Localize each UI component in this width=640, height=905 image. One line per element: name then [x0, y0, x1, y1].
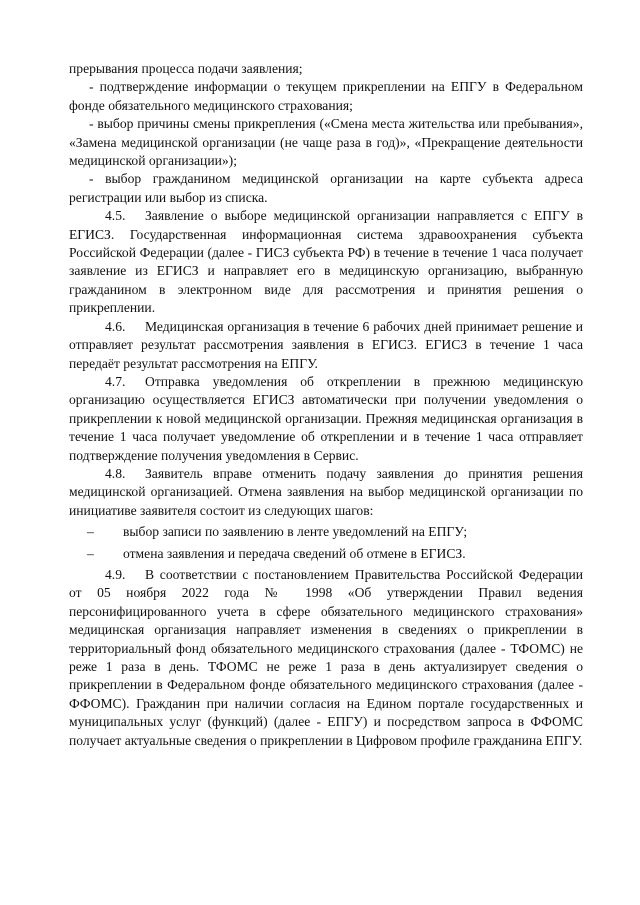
list-item-reason: - выбор причины смены прикрепления («Смена места жительства или пребывания», «Замена медицинской организации (не чаще раза в год)», «Прекращение деятельности медицинской организации»); [69, 116, 583, 169]
dash-marker: – [87, 524, 94, 540]
clause-number: 4.9. [105, 566, 126, 582]
clause-number: 4.5. [105, 208, 126, 224]
clause-text: Отправка уведомления об откреплении в прежнюю медицинскую организацию осуществляется ЕГИСЗ автоматически при получении уведомления о прикреплении к новой медицинской организации. Прежняя медицинская организация в течение 1 часа получает уведомление об откреплении и в течение 1 часа отправляет подтверждение получения уведомления в Сервис. [69, 373, 583, 463]
clause-text: Заявление о выборе медицинской организации направляется с ЕПГУ в ЕГИСЗ. Государственная информационная система здравоохранения субъекта Российской Федерации (далее - ГИСЗ субъекта РФ) в течение в течение 1 часа получает заявление из ЕГИСЗ и направляет его в медицинскую организацию, выбранную гражданином в электронном виде для рассмотрения и принятия решения о прикреплении. [69, 208, 583, 316]
dash-item-text: отмена заявления и передача сведений об отмене в ЕГИСЗ. [123, 545, 466, 561]
clause-number: 4.7. [105, 373, 126, 389]
clause-text: Медицинская организация в течение 6 рабочих дней принимает решение и отправляет результат рассмотрения заявления в ЕГИСЗ. ЕГИСЗ в течение 1 часа передаёт результат рассмотрения на ЕПГУ. [69, 318, 583, 371]
dash-list-item [69, 523, 583, 541]
dash-marker: – [87, 545, 94, 561]
paragraph-4-5 [69, 207, 583, 317]
clause-text: Заявитель вправе отменить подачу заявления до принятия решения медицинской организацией. Отмена заявления на выбор медицинской организации по инициативе заявителя состоит из следующих шагов: [69, 465, 583, 518]
list-item-map-choice: - выбор гражданином медицинской организации на карте субъекта адреса регистрации или выбор из списка. [69, 171, 583, 205]
clause-number: 4.6. [105, 318, 126, 334]
document-page [69, 60, 583, 750]
paragraph-4-9 [69, 566, 583, 750]
list-item-confirmation: - подтверждение информации о текущем прикреплении на ЕПГУ в Федеральном фонде обязательного медицинского страхования; [69, 79, 583, 113]
clause-text: В соответствии с постановлением Правительства Российской Федерации от 05 ноября 2022 года № 1998 «Об утверждении Правил ведения персонифицированного учета в сфере обязательного медицинского страхования» медицинская организация направляет изменения в сведениях о прикреплении в территориальный фонд обязательного медицинского страхования (далее - ТФОМС) не реже 1 раза в день. ТФОМС не реже 1 раза в день актуализирует сведения о прикреплении в Федеральном фонде обязательного медицинского страхования (далее - ФФОМС). Гражданин при наличии согласия на Едином портале государственных и муниципальных услуг (функций) (далее - ЕПГУ) и посредством запроса в ФФОМС получает актуальные сведения о прикреплении в Цифровом профиле гражданина ЕПГУ. [69, 566, 583, 748]
paragraph-4-6 [69, 318, 583, 373]
dash-item-text: выбор записи по заявлению в ленте уведомлений на ЕПГУ; [123, 524, 468, 540]
dash-list-item [69, 545, 583, 563]
paragraph-continuation: прерывания процесса подачи заявления; [69, 61, 303, 76]
paragraph-4-7 [69, 373, 583, 465]
clause-number: 4.8. [105, 465, 126, 481]
paragraph-4-8 [69, 465, 583, 520]
